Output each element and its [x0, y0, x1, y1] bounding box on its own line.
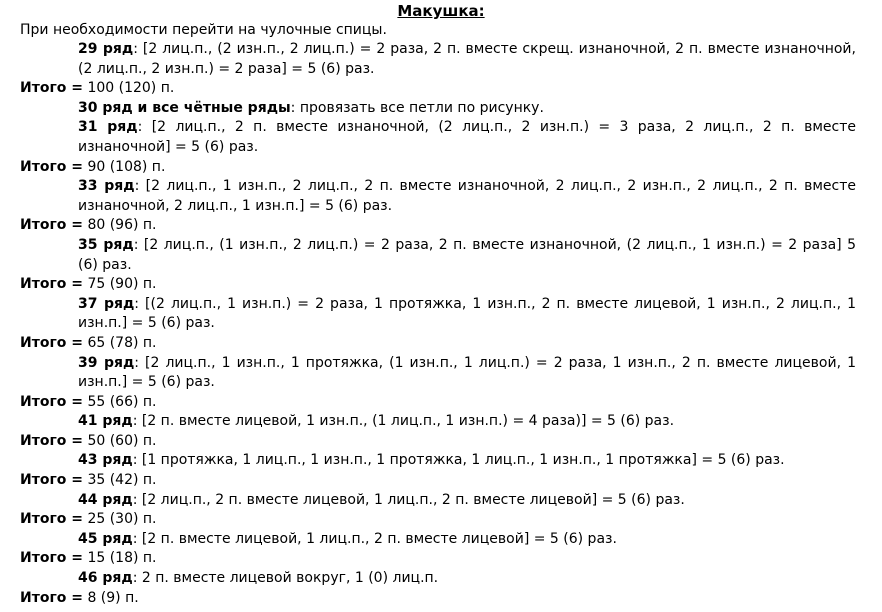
total-value: 80 (96) п.	[83, 217, 157, 234]
row-instruction	[0, 569, 882, 589]
total-line	[0, 471, 882, 491]
row-label: 41 ряд	[78, 413, 133, 430]
row-text: : [2 лиц.п., (1 изн.п., 2 лиц.п.) = 2 раза, 2 п. вместе изнаночной, (2 лиц.п., 1 изн.п.) = 2 раза] 5 (6) раз.	[78, 236, 856, 273]
row-label: 35 ряд	[78, 236, 134, 253]
total-label: Итого =	[20, 80, 83, 97]
total-label: Итого =	[20, 276, 83, 293]
total-value: 75 (90) п.	[83, 276, 157, 293]
row-text: : 2 п. вместе лицевой вокруг, 1 (0) лиц.п.	[132, 570, 439, 587]
row-text: : [2 лиц.п., 1 изн.п., 1 протяжка, (1 изн.п., 1 лиц.п.) = 2 раза, 1 изн.п., 2 п. вместе лицевой, 1 изн.п.] = 5 (6) раз.	[78, 354, 856, 391]
row-instruction	[0, 530, 882, 550]
total-value: 35 (42) п.	[83, 472, 157, 489]
total-value: 50 (60) п.	[83, 432, 157, 449]
row-label: 37 ряд	[78, 295, 135, 312]
total-line	[0, 158, 882, 178]
row-instruction	[0, 295, 882, 334]
row-text: : провязать все петли по рисунку.	[290, 99, 544, 116]
row-label: 46 ряд	[78, 570, 133, 587]
row-text: : [2 п. вместе лицевой, 1 изн.п., (1 лиц.п., 1 изн.п.) = 4 раза)] = 5 (6) раз.	[132, 413, 675, 430]
row-text: : [2 п. вместе лицевой, 1 лиц.п., 2 п. вместе лицевой] = 5 (6) раз.	[132, 530, 617, 547]
total-line	[0, 393, 882, 413]
row-instruction	[0, 177, 882, 216]
row-text: : [2 лиц.п., 2 п. вместе изнаночной, (2 лиц.п., 2 изн.п.) = 3 раза, 2 лиц.п., 2 п. вместе изнаночной] = 5 (6) раз.	[78, 119, 856, 155]
row-text: : [2 лиц.п., 2 п. вместе лицевой, 1 лиц.п., 2 п. вместе лицевой] = 5 (6) раз.	[132, 491, 685, 508]
total-value: 65 (78) п.	[83, 334, 157, 351]
row-label: 39 ряд	[78, 354, 135, 371]
total-value: 8 (9) п.	[83, 589, 139, 606]
total-label: Итого =	[20, 217, 83, 234]
total-label: Итого =	[20, 589, 83, 606]
total-label: Итого =	[20, 550, 83, 567]
row-label: 44 ряд	[78, 491, 133, 508]
row-label: 45 ряд	[78, 530, 133, 547]
total-label: Итого =	[20, 472, 83, 489]
total-line	[0, 334, 882, 354]
total-line	[0, 216, 882, 236]
total-value: 25 (30) п.	[83, 511, 157, 528]
row-instruction	[0, 354, 882, 393]
total-line	[0, 275, 882, 295]
total-label: Итого =	[20, 432, 83, 449]
total-label: Итого =	[20, 393, 83, 410]
total-label: Итого =	[20, 511, 83, 528]
total-line	[0, 510, 882, 530]
row-instruction	[0, 99, 882, 119]
row-label: 30 ряд и все чётные ряды	[78, 99, 291, 116]
row-label: 33 ряд	[78, 178, 135, 195]
row-instruction	[0, 118, 882, 157]
row-label: 43 ряд	[78, 452, 133, 469]
total-line	[0, 549, 882, 569]
total-line	[0, 589, 882, 609]
row-label: 31 ряд	[78, 119, 138, 136]
total-label: Итого =	[20, 158, 83, 175]
total-value: 15 (18) п.	[83, 550, 157, 567]
row-text: : [(2 лиц.п., 1 изн.п.) = 2 раза, 1 протяжка, 1 изн.п., 2 п. вместе лицевой, 1 изн.п., 2 лиц.п., 1 изн.п.] = 5 (6) раз.	[78, 295, 856, 332]
row-instruction	[0, 491, 882, 511]
total-label: Итого =	[20, 334, 83, 351]
total-line	[0, 79, 882, 99]
row-text: : [2 лиц.п., (2 изн.п., 2 лиц.п.) = 2 раза, 2 п. вместе скрещ. изнаночной, 2 п. вместе изнаночной, (2 лиц.п., 2 изн.п.) = 2 раза] = 5 (6) раз.	[78, 41, 856, 77]
section-title: Макушка:	[397, 2, 485, 20]
row-instruction	[0, 40, 882, 79]
row-instruction	[0, 412, 882, 432]
total-value: 55 (66) п.	[83, 393, 157, 410]
instructions-list	[0, 40, 882, 608]
total-value: 90 (108) п.	[83, 158, 166, 175]
total-line	[0, 432, 882, 452]
row-instruction	[0, 236, 882, 275]
row-instruction	[0, 451, 882, 471]
total-value: 100 (120) п.	[83, 80, 175, 97]
intro-text: При необходимости перейти на чулочные спицы.	[20, 22, 387, 38]
row-text: : [2 лиц.п., 1 изн.п., 2 лиц.п., 2 п. вместе изнаночной, 2 лиц.п., 2 изн.п., 2 лиц.п., 2 п. вместе изнаночной, 2 лиц.п., 1 изн.п.] = 5 (6) раз.	[78, 178, 856, 214]
row-text: : [1 протяжка, 1 лиц.п., 1 изн.п., 1 протяжка, 1 лиц.п., 1 изн.п., 1 протяжка] = 5 (6) раз.	[132, 452, 785, 469]
row-label: 29 ряд	[78, 41, 134, 57]
